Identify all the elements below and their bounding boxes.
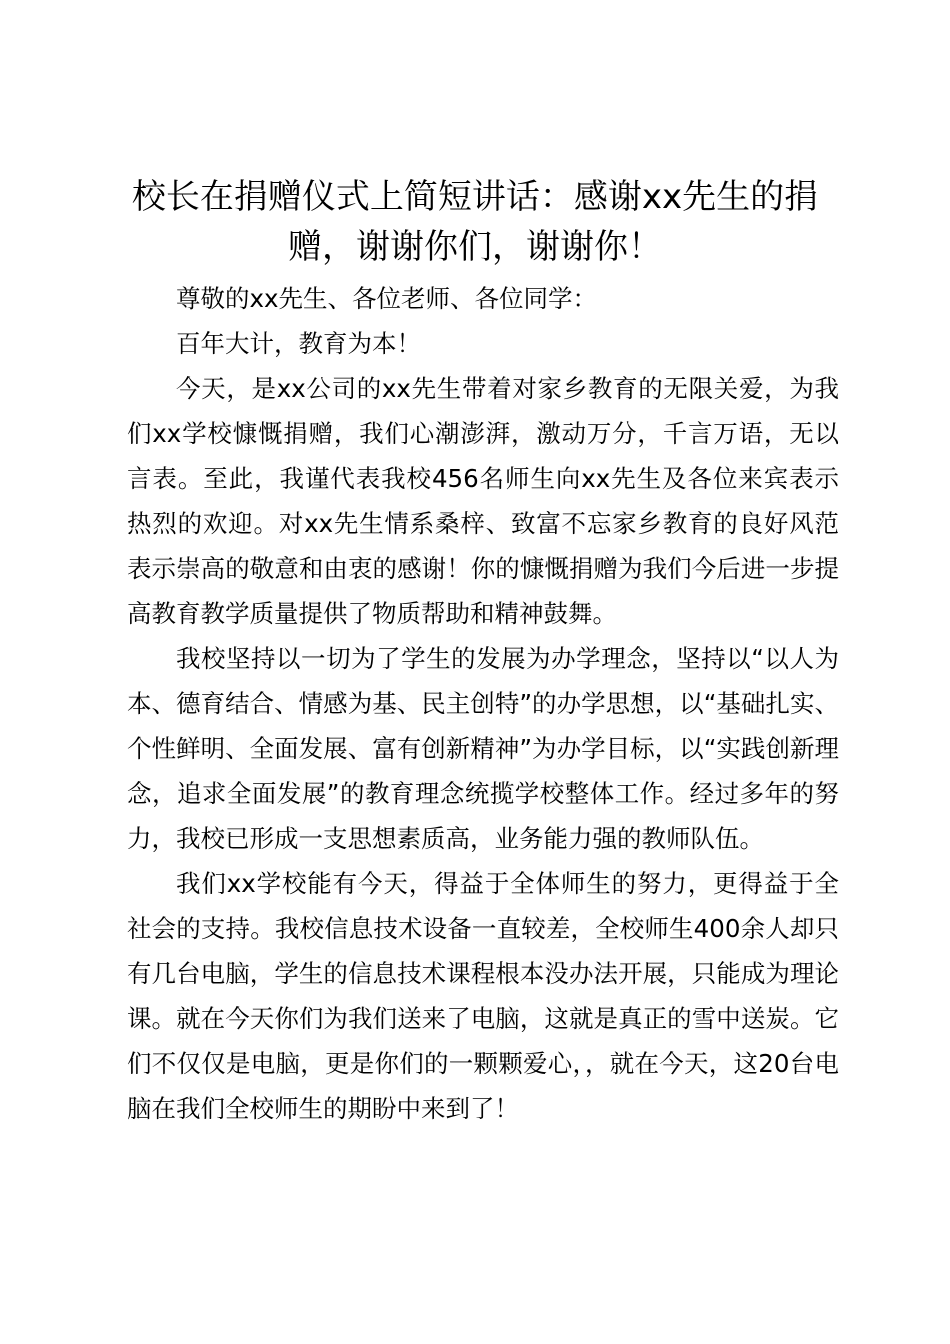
document-title: 校长在捐赠仪式上简短讲话：感谢xx先生的捐赠，谢谢你们，谢谢你！ [131,177,819,267]
salutation-paragraph: 尊敬的xx先生、各位老师、各位同学： [176,284,597,313]
opening-line-paragraph: 百年大计，教育为本！ [176,329,421,358]
school-philosophy-paragraph: 我校坚持以一切为了学生的发展为办学理念，坚持以“以人为本、德育结合、情感为基、民主创特”的办学思想，以“基础扎实、个性鲜明、全面发展、富有创新精神”为办学目标，以“实践创新理念，追求全面发展”的教育理念统揽学校整体工作。经过多年的努力，我校已形成一支思想素质高，业务能力强的教师队伍。 [127,644,839,853]
donation-impact-paragraph: 我们xx学校能有今天，得益于全体师生的努力，更得益于全社会的支持。我校信息技术设备一直较差，全校师生400余人却只有几台电脑，学生的信息技术课程根本没办法开展，只能成为理论课。就在今天你们为我们送来了电脑，这就是真正的雪中送炭。它们不仅仅是电脑，更是你们的一颗颗爱心，，就在今天，这20台电脑在我们全校师生的期盼中来到了！ [127,869,839,1123]
document-body [127,276,839,1131]
welcome-paragraph: 今天，是xx公司的xx先生带着对家乡教育的无限关爱，为我们xx学校慷慨捐赠，我们心潮澎湃，激动万分，千言万语，无以言表。至此，我谨代表我校456名师生向xx先生及各位来宾表示热烈的欢迎。对xx先生情系桑梓、致富不忘家乡教育的良好风范表示崇高的敬意和由衷的感谢！你的慷慨捐赠为我们今后进一步提高教育教学质量提供了物质帮助和精神鼓舞。 [127,374,839,628]
